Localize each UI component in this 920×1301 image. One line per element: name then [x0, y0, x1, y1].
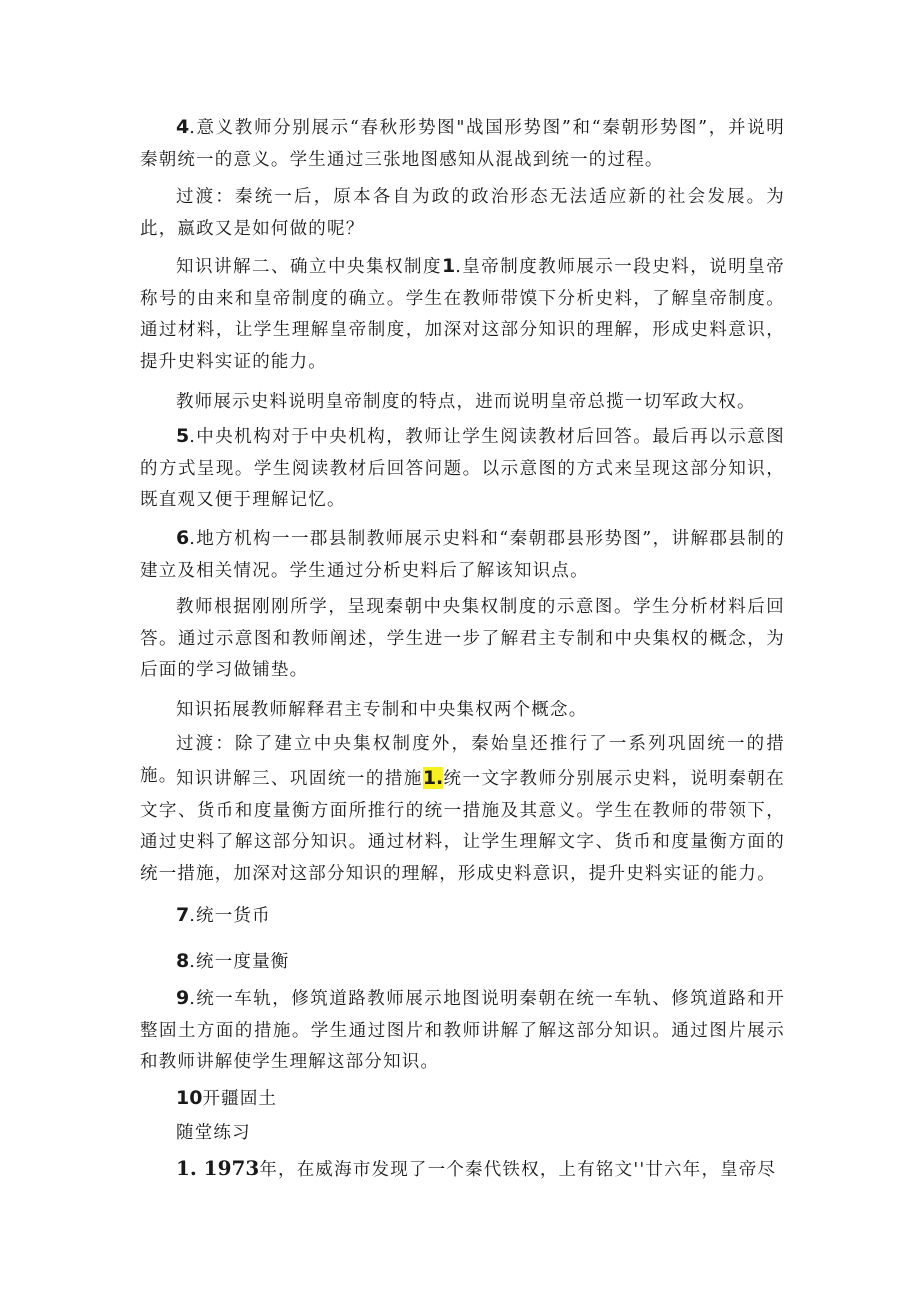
year-value: 1973 — [203, 1156, 260, 1180]
paragraph-diagram — [140, 592, 785, 687]
section-heading: 知识讲解二、确立中央集权制度 — [176, 257, 442, 277]
paragraph-text: .皇帝制度教师展示一段史料，说明皇帝称号的由来和皇帝制度的确立。学生在教师带馍下分析史料，了解皇帝制度。通过材料，让学生理解皇帝制度，加深对这部分知识的理解，形成史料意识，提升史料实证的能力。 — [140, 257, 785, 372]
question-number: 1. — [176, 1156, 197, 1180]
paragraph-text: .地方机构一一郡县制教师展示史料和“秦朝郡县形势图”，讲解郡县制的建立及相关情况。学生通过分析史料后了解该知识点。 — [140, 529, 785, 581]
paragraph-transition-1 — [140, 182, 785, 245]
paragraph-text: 知识拓展教师解释君主专制和中央集权两个概念。 — [176, 700, 588, 720]
paragraph-knowledge-2 — [140, 251, 785, 378]
item-number: 4 — [176, 116, 190, 138]
paragraph-text: .统一车轨，修筑道路教师展示地图说明秦朝在统一车轨、修筑道路和开整固土方面的措施。学生通过图片和教师讲解了解这部分知识。通过图片展示和教师讲解使学生理解这部分知识。 — [140, 989, 785, 1072]
item-number: 1 — [442, 255, 456, 277]
paragraph-text: 教师展示史料说明皇帝制度的特点，进而说明皇帝总揽一切军政大权。 — [176, 392, 756, 412]
item-number: 7 — [176, 904, 190, 926]
paragraph-local-agencies — [140, 523, 785, 587]
paragraph-roads — [140, 983, 785, 1079]
item-frontier — [176, 1083, 277, 1116]
paragraph-central-agencies — [140, 421, 785, 517]
item-measures — [176, 946, 290, 979]
paragraph-text: 教师根据刚刚所学，呈现秦朝中央集权制度的示意图。学生分析材料后回答。通过示意图和教师阐述，学生进一步了解君主专制和中央集权的概念，为后面的学习做铺垫。 — [140, 597, 785, 680]
paragraph-text: 过渡：除了建立中央集权制度外，秦始皇还推行了一系列巩固统一的措施。 — [140, 734, 785, 786]
paragraph-knowledge-extension — [140, 695, 785, 727]
item-number: 8 — [176, 950, 190, 972]
item-number: 10 — [176, 1087, 203, 1109]
paragraph-knowledge-3 — [140, 763, 785, 890]
item-text: .统一货币 — [189, 906, 271, 926]
section-heading: 知识讲解三、巩固统一的措施 — [176, 769, 423, 789]
item-text: 随堂练习 — [176, 1123, 251, 1143]
paragraph-text: 过渡：秦统一后，原本各自为政的政治形态无法适应新的社会发展。为此，嬴政又是如何做的呢？ — [140, 187, 785, 239]
item-text: 开疆固土 — [202, 1089, 278, 1109]
practice-question-1 — [176, 1153, 776, 1187]
item-text: .统一度量衡 — [189, 952, 290, 972]
practice-heading — [176, 1118, 251, 1150]
question-text: 年，在威海市发现了一个秦代铁权，上有铭文''廿六年，皇帝尽 — [259, 1160, 777, 1180]
item-currency — [176, 900, 271, 933]
item-number: 5 — [176, 425, 190, 447]
paragraph-text: .中央机构对于中央机构，教师让学生阅读教材后回答。最后再以示意图的方式呈现。学生阅读教材后回答问题。以示意图的方式来呈现这部分知识，既直观又便于理解记忆。 — [140, 427, 785, 510]
paragraph-text: .意义教师分别展示“春秋形势图"战国形势图”和“秦朝形势图”，并说明秦朝统一的意义。学生通过三张地图感知从混战到统一的过程。 — [140, 118, 785, 170]
paragraph-emperor-features — [140, 387, 785, 419]
paragraph-text: 统一文字教师分别展示史料，说明秦朝在文字、货币和度量衡方面所推行的统一措施及其意义。学生在教师的带领下，通过史料了解这部分知识。通过材料，让学生理解文字、货币和度量衡方面的统一措施，加深对这部分知识的理解，形成史料意识，提升史料实证的能力。 — [140, 769, 785, 884]
paragraph-significance — [140, 112, 785, 176]
item-number: 6 — [176, 527, 190, 549]
highlighted-item-number: 1. — [422, 767, 444, 789]
item-number: 9 — [176, 987, 190, 1009]
